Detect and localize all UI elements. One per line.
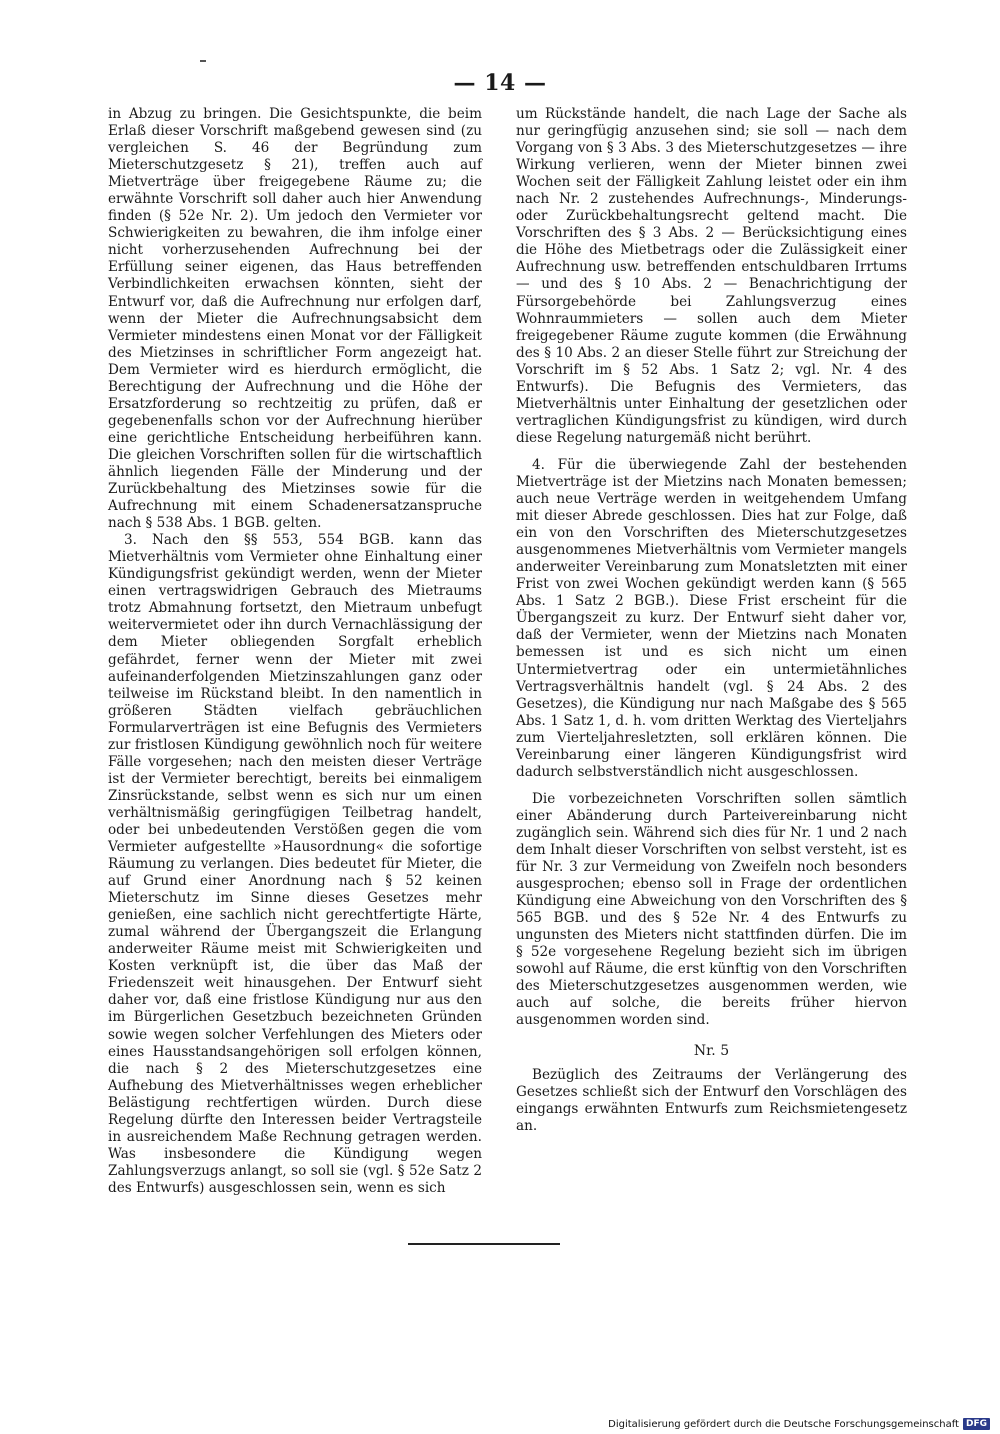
dfg-logo-icon: DFG [963, 1418, 990, 1430]
paragraph: Bezüglich des Zeitraums der Verlängerung des Gesetzes schließt sich der Entwurf den Vorschlägen des eingangs erwähnten Entwurfs zum Reichsmietengesetz an. [516, 1066, 907, 1134]
divider [408, 1243, 560, 1245]
scan-artifact [200, 60, 206, 62]
section-heading: Nr. 5 [693, 1043, 730, 1060]
paragraph: Die vorbezeichneten Vorschriften sollen sämtlich einer Abänderung durch Parteivereinbarung nicht zugänglich sein. Während sich dies für Nr. 1 und 2 nach dem Inhalt dieser Vorschriften von selbst versteht, ist es für Nr. 3 zur Vermeidung von Zweifeln noch besonders ausgesprochen; ebenso soll in Frage der ordentlichen Kündigung eine Abweichung von den Vorschriften des § 565 BGB. und des § 52e Nr. 4 des Entwurfs zu ungunsten des Mieters nicht stattfinden dürfen. Die im § 52e vorgesehene Regelung bezieht sich im übrigen sowohl auf Räume, die erst künftig von den Vorschriften des Mieterschutzgesetzes ausgenommen werden, wie auch auf solche, die bereits früher hiervon ausgenommen worden sind. [516, 790, 907, 1029]
paragraph: in Abzug zu bringen. Die Gesichtspunkte, die beim Erlaß dieser Vorschrift maßgebend gewesen sind (zu vergleichen S. 46 der Begründung zum Mieterschutzgesetz § 21), treffen auch auf Mietverträge über freigegebene Räume zu; die erwähnte Vorschrift soll daher auch hier Anwendung finden (§ 52e Nr. 2). Um jedoch den Vermieter vor Schwierigkeiten zu bewahren, die ihm infolge einer nicht vorherzusehenden Aufrechnung bei der Erfüllung seiner eigenen, das Haus betreffenden Verbindlichkeiten erwachsen könnten, sieht der Entwurf vor, daß die Aufrechnung nur erfolgen darf, wenn der Mieter die Aufrechnungsabsicht dem Vermieter mindestens einen Monat vor der Fälligkeit des Mietzinses in schriftlicher Form angezeigt hat. Dem Vermieter wird es hierdurch ermöglicht, die Berechtigung der Aufrechnung und die Höhe der Ersatzforderung so rechtzeitig zu prüfen, daß er gegebenenfalls schon vor der Aufrechnung hierüber eine gerichtliche Entscheidung herbeiführen kann. Die gleichen Vorschriften sollen für die wirtschaftlich ähnlich liegenden Fälle der Minderung und der Zurückbehaltung des Mietzinses sowie für die Aufrechnung mit einem Schadenersatzanspruche nach § 538 Abs. 1 BGB. gelten. [108, 106, 482, 532]
page-number: — 14 — [453, 70, 547, 96]
right-column [516, 106, 907, 1135]
paragraph: 3. Nach den §§ 553, 554 BGB. kann das Mietverhältnis vom Vermieter ohne Einhaltung einer Kündigungsfrist gekündigt werden, wenn der Mieter einen vertragswidrigen Gebrauch des Mietraums trotz Abmahnung fortsetzt, den Mietraum unbefugt weitervermietet oder ihn durch Vernachlässigung der dem Mieter obliegenden Sorgfalt erheblich gefährdet, ferner wenn der Mieter mit zwei aufeinanderfolgenden Mietzinszahlungen ganz oder teilweise im Rückstand bleibt. In den namentlich in größeren Städten vielfach gebräuchlichen Formularverträgen ist eine Befugnis des Vermieters zur fristlosen Kündigung gewöhnlich noch für weitere Fälle vorgesehen; nach den meisten dieser Verträge ist der Vermieter berechtigt, bereits bei einmaligem Zinsrückstande, selbst wenn es sich nur um einen verhältnismäßig geringfügigen Teilbetrag handelt, oder bei unbedeutenden Verstößen gegen die vom Vermieter aufgestellte »Hausordnung« die sofortige Räumung zu verlangen. Dies bedeutet für Mieter, die auf Grund einer Anordnung nach § 52 keinen Mieterschutz im Sinne dieses Gesetzes mehr genießen, eine sachlich nicht gerechtfertigte Härte, zumal während der Übergangszeit die Erlangung anderweiter Räume meist mit Schwierigkeiten und Kosten verknüpft ist, die über das Maß der Friedenszeit weit hinausgehen. Der Entwurf sieht daher vor, daß eine fristlose Kündigung nur aus den im Bürgerlichen Gesetzbuch bezeichneten Gründen sowie wegen solcher Verfehlungen des Mieters oder eines Hausstandsangehörigen soll erfolgen können, die nach § 2 des Mieterschutzgesetzes eine Aufhebung des Mietverhältnisses wegen erheblicher Belästigung rechtfertigen würden. Durch diese Regelung dürfte den Interessen beider Vertragsteile in ausreichendem Maße Rechnung getragen werden. Was insbesondere die Kündigung wegen Zahlungsverzugs anlangt, so soll sie (vgl. § 52e Satz 2 des Entwurfs) ausgeschlossen sein, wenn es sich [108, 532, 482, 1196]
paragraph: 4. Für die überwiegende Zahl der bestehenden Mietverträge ist der Mietzins nach Monaten bemessen; auch neue Verträge werden in weitgehendem Umfang mit dieser Abrede geschlossen. Dies hat zur Folge, daß ein von den Vorschriften des Mieterschutzgesetzes ausgenommenes Mietverhältnis vom Vermieter mangels anderweiter Vereinbarung zum Monatsletzten mit einer Frist von zwei Wochen gekündigt werden kann (§ 565 Abs. 1 Satz 2 BGB.). Diese Frist erscheint für die Übergangszeit zu kurz. Der Entwurf sieht daher vor, daß der Vermieter, wenn der Mietzins nach Monaten bemessen ist und es sich nicht um einen Untermietvertrag oder ein untermietähnliches Vertragsverhältnis handelt (vgl. § 24 Abs. 2 des Gesetzes), die Kündigung nur nach Maßgabe des § 565 Abs. 1 Satz 1, d. h. vom dritten Werktag des Vierteljahrs zum Vierteljahresletzten, soll erklären können. Die Vereinbarung einer längeren Kündigungsfrist wird dadurch selbstverständlich nicht ausgeschlossen. [516, 456, 907, 780]
footer-text: Digitalisierung gefördert durch die Deutsche Forschungsgemeinschaft [608, 1418, 959, 1430]
footer [608, 1418, 990, 1430]
paragraph: um Rückstände handelt, die nach Lage der Sache als nur geringfügig anzusehen sind; sie soll — nach dem Vorgang von § 3 Abs. 3 des Mieterschutzgesetzes — ihre Wirkung verlieren, wenn der Mieter binnen zwei Wochen seit der Fälligkeit Zahlung leistet oder ein ihm nach Nr. 2 zustehendes Aufrechnungs-, Minderungs- oder Zurückbehaltungsrecht geltend macht. Die Vorschriften des § 3 Abs. 2 — Berücksichtigung eines die Höhe des Mietbetrags oder die Zulässigkeit einer Aufrechnung usw. betreffenden entschuldbaren Irrtums — und des § 10 Abs. 2 — Benachrichtigung der Fürsorgebehörde bei Zahlungsverzug eines Wohnraummieters — sollen auch dem Mieter freigegebener Räume zugute kommen (die Erwähnung des § 10 Abs. 2 an dieser Stelle führt zur Streichung der Vorschrift im § 52 Abs. 1 Satz 2; vgl. Nr. 4 des Entwurfs). Die Befugnis des Vermieters, das Mietverhältnis unter Einhaltung der gesetzlichen oder vertraglichen Kündigungsfrist zu kündigen, wird durch diese Regelung naturgemäß nicht berührt. [516, 106, 907, 446]
left-column [108, 106, 482, 1197]
